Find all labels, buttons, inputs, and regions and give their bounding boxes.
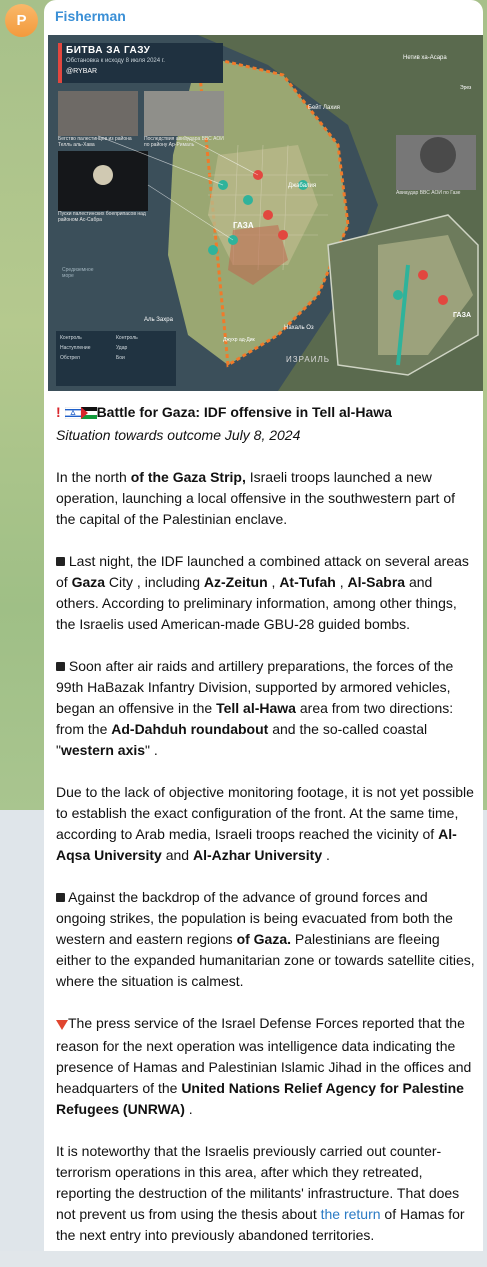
text: Soon after air raids and artillery preparations, the forces of the 99th HaBazak Infantry Division, supported by armored vehicles, began an offensive in the: [56, 658, 454, 716]
legend-item: Удар: [116, 345, 128, 351]
text: The press service of the Israel Defense Forces reported that the reason for the next operation was intelligence data indicating the presence of Hamas and Palestinian Islamic Jihad in the offices and headquarters of the: [56, 1015, 472, 1096]
text: .: [184, 1101, 193, 1117]
text-bold: of the Gaza Strip,: [130, 469, 246, 485]
text-bold: western axis: [60, 742, 146, 758]
text-bold: At-Tufah: [279, 574, 336, 590]
map-tag: @RYBAR: [66, 68, 98, 75]
message-text: [56, 402, 476, 1267]
text: of Hamas for the next entry into previously abandoned territories.: [56, 1206, 465, 1243]
map-image[interactable]: [48, 35, 483, 391]
label-nahal-oz: Нахаль Оз: [284, 325, 314, 331]
text: and the so-called coastal ": [56, 721, 428, 758]
legend-item: Контроль: [60, 335, 82, 341]
label-israel: ИЗРАИЛЬ: [286, 355, 330, 364]
exclamation-icon: !: [56, 404, 61, 420]
text: .: [322, 847, 330, 863]
label-al-zahra: Аль Захра: [144, 317, 173, 323]
label-gaza-inset: ГАЗА: [453, 312, 472, 319]
paragraph-6: [56, 1013, 476, 1120]
paragraph-4: [56, 782, 476, 866]
text: City , including: [105, 574, 204, 590]
text: Palestinians are fleeing either to the expanded humanitarian zone or towards satellite cities, where the situation is calmest.: [56, 931, 475, 989]
label-netiv: Нетив ха-Асара: [403, 55, 447, 61]
text-bold: Tell al-Hawa: [216, 700, 296, 716]
legend-item: Наступление: [60, 345, 91, 351]
text: In the north: [56, 469, 131, 485]
text-bold: United Nations Relief Agency for Palestine Refugees (UNRWA): [56, 1080, 464, 1117]
photo1-caption: Бегство палестинцев из района Телль аль-Хава: [58, 136, 132, 148]
paragraph-7: [56, 1141, 476, 1246]
text-bold: of Gaza.: [236, 931, 292, 947]
paragraph-1: [56, 467, 476, 530]
text: Against the backdrop of the advance of ground forces and ongoing strikes, the population is being evacuated from both the western and eastern regions: [56, 889, 453, 947]
post-title: Battle for Gaza: IDF offensive in Tell al-Hawa: [96, 404, 392, 420]
label-erez: Эрез: [460, 85, 472, 91]
map-legend: [60, 335, 172, 361]
photo2-caption: Последствия авиаудара ВВС АОИ по району Ар-Рималь: [144, 136, 224, 148]
legend-item: Бои: [116, 355, 125, 361]
post-subtitle: Situation towards outcome July 8, 2024: [56, 427, 301, 443]
photo4-caption: Авиаудар ВВС АОИ по Газе: [396, 190, 461, 196]
legend-item: Обстрел: [60, 355, 80, 361]
bullet-icon: [56, 893, 65, 902]
label-gaza: ГАЗА: [233, 221, 254, 230]
bullet-icon: [56, 662, 65, 671]
label-beit-lahia: Бейт Лахия: [308, 105, 340, 111]
text: and others. According to preliminary information, among other things, the Israelis used American-made GBU-28 guided bombs.: [56, 574, 457, 632]
text: ,: [335, 574, 348, 590]
text: Due to the lack of objective monitoring footage, it is not yet possible to establish the exact configuration of the front. At the same time, according to Arab media, Israeli troops reached the vicinity of: [56, 784, 474, 842]
red-triangle-down-icon: [56, 1015, 68, 1036]
text: Last night, the IDF launched a combined attack on several areas of: [56, 553, 469, 590]
paragraph-2: [56, 551, 476, 635]
avatar-letter: P: [16, 12, 27, 29]
return-link[interactable]: the return: [320, 1206, 381, 1222]
paragraph-5: [56, 887, 476, 992]
text-bold: Az-Zeitun: [203, 574, 268, 590]
text: and: [161, 847, 193, 863]
palestine-flag-icon: [81, 404, 97, 425]
label-sea: Средиземное море: [62, 267, 94, 279]
label-jabalia: Джабалия: [288, 183, 317, 189]
text-bold: Al-Azhar University: [192, 847, 323, 863]
text: area from two directions: from the: [56, 700, 454, 737]
text: Israeli troops launched a new operation, launching a local offensive in the southwestern part of the capital of the Palestinian enclave.: [56, 469, 455, 527]
text: ,: [267, 574, 280, 590]
text-bold: Al-Sabra: [347, 574, 406, 590]
map-title: БИТВА ЗА ГАЗУ: [66, 45, 151, 56]
text-bold: Ad-Dahduh roundabout: [111, 721, 269, 737]
sender-name[interactable]: Fisherman: [55, 8, 126, 24]
bullet-icon: [56, 557, 65, 566]
photo3-caption: Пуски палестинских боеприпасов над районом Ас-Сабра: [58, 211, 146, 223]
text: " .: [145, 742, 158, 758]
paragraph-3: [56, 656, 476, 761]
text-bold: Gaza: [71, 574, 106, 590]
sender-avatar[interactable]: [5, 4, 38, 37]
map-subtitle: Обстановка к исходу 8 июля 2024 г.: [66, 58, 165, 64]
label-juhr: Джухр ад-Дик: [223, 337, 255, 343]
text-bold: Al-Aqsa University: [56, 826, 457, 863]
israel-flag-icon: [65, 404, 81, 425]
legend-item: Контроль: [116, 335, 138, 341]
text: It is noteworthy that the Israelis previously carried out counter-terrorism operations in this area, after which they retreated, reporting the destruction of the militants' infrastructure. That does not prevent us from using the thesis about: [56, 1143, 460, 1222]
